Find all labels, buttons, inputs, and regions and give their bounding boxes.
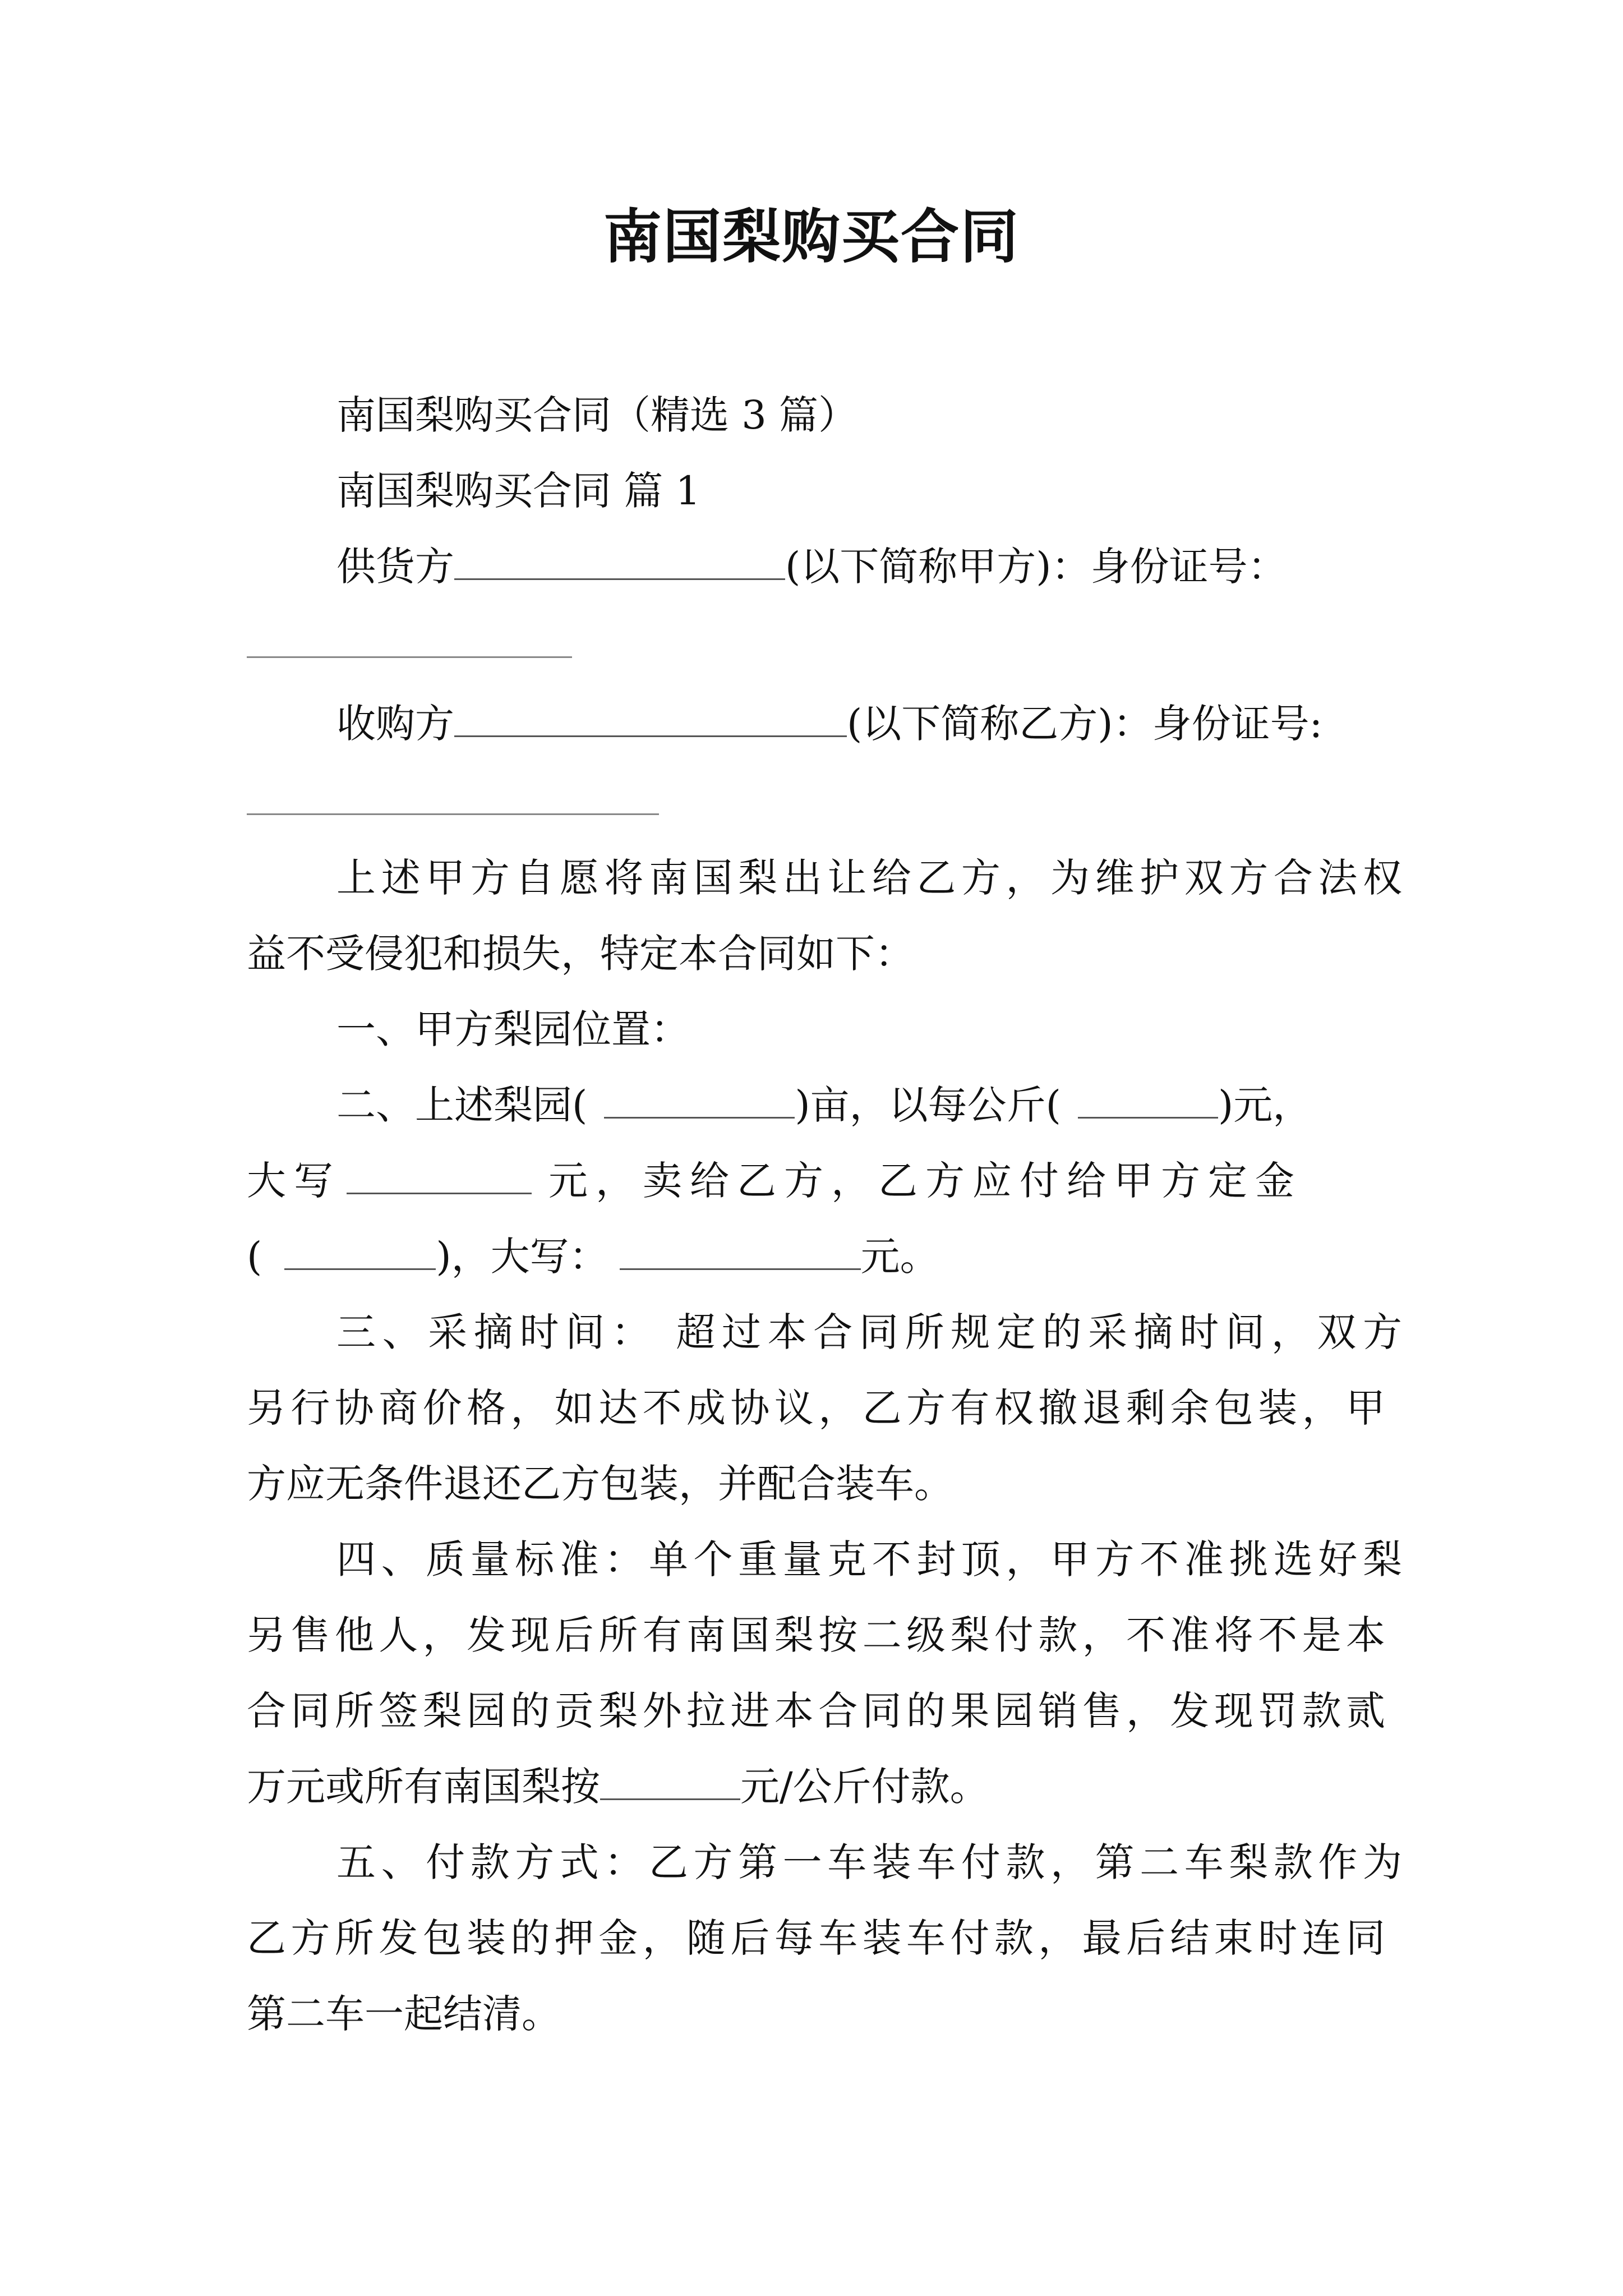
clause-1: 一、甲方梨园位置： [336,1006,690,1052]
document-subtitle: 南国梨购买合同（精选 3 篇） [336,392,858,438]
clause-3-line-2: 另行协商价格，如达不成协议，乙方有权撤退剩余包装，甲 [247,1385,1385,1431]
clause-2-line-3 [247,1231,1385,1282]
buyer-line [336,698,1402,749]
clause-2-text-a: 二、上述梨园( [336,1082,588,1128]
section-heading: 南国梨购买合同 篇 1 [336,468,701,514]
supplier-label: 供货方 [336,544,454,590]
clause-2-text-b: )亩，以每公斤( [795,1082,1061,1128]
clause-2-text-g: )，大写： [436,1234,608,1280]
supplier-suffix: (以下简称甲方)：身份证号： [785,544,1287,590]
clause-5-line-3: 第二车一起结清。 [247,1991,561,2037]
amount-in-words-blank [347,1157,532,1194]
clause-2-text-h: 元。 [860,1234,939,1280]
price-blank [1078,1081,1218,1119]
clause-3-line-1: 三、采摘时间： 超过本合同所规定的采摘时间，双方 [336,1309,1402,1355]
deposit-blank [284,1232,436,1270]
clause-2-text-c: )元， [1218,1082,1312,1128]
clause-5-line-2: 乙方所发包装的押金，随后每车装车付款，最后结束时连同 [247,1915,1385,1961]
clause-2-line-1 [336,1080,1402,1130]
supplier-line [336,541,1402,592]
clause-2-text-e: 元，卖给乙方，乙方应付给甲方定金 [548,1158,1302,1204]
buyer-id-blank [247,813,659,815]
clause-4-line-1: 四、质量标准：单个重量克不封顶，甲方不准挑选好梨 [336,1536,1402,1582]
buyer-suffix: (以下简称乙方)：身份证号: [847,701,1323,747]
supplier-id-blank [247,656,572,658]
clause-4-line-4 [247,1761,1385,1812]
penalty-price-blank [600,1763,740,1800]
clause-4-tail: 元/公斤付款。 [740,1764,989,1810]
area-blank [604,1081,795,1119]
clause-3-line-3: 方应无条件退还乙方包装，并配合装车。 [247,1461,953,1507]
clause-2-line-2 [247,1156,1385,1206]
clause-2-text-f: ( [247,1234,262,1280]
intro-line-1: 上述甲方自愿将南国梨出让给乙方，为维护双方合法权 [336,855,1402,901]
clause-2-text-d: 大写 [247,1158,341,1204]
buyer-name-blank [454,700,847,737]
clause-5-line-1: 五、付款方式：乙方第一车装车付款，第二车梨款作为 [336,1839,1402,1885]
buyer-label: 收购方 [336,701,454,747]
clause-4-text: 万元或所有南国梨按 [247,1764,600,1810]
clause-4-line-2: 另售他人，发现后所有南国梨按二级梨付款，不准将不是本 [247,1612,1385,1658]
intro-line-2: 益不受侵犯和损失，特定本合同如下： [247,931,914,977]
deposit-in-words-blank [620,1232,861,1270]
clause-4-line-3: 合同所签梨园的贡梨外拉进本合同的果园销售，发现罚款贰 [247,1688,1385,1734]
supplier-name-blank [454,542,785,580]
document-title: 南国梨购买合同 [603,202,1020,271]
